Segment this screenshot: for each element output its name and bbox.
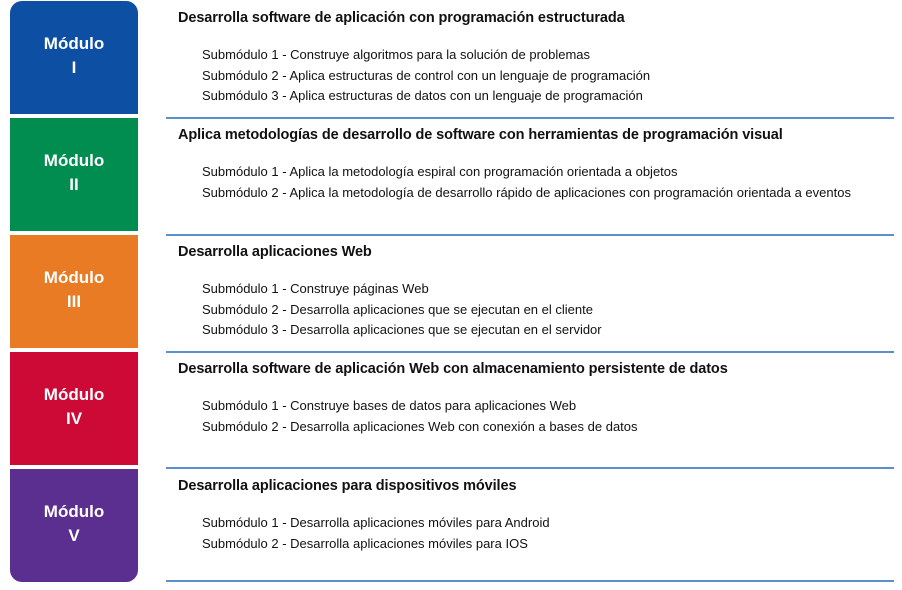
module-section-5 bbox=[178, 477, 894, 554]
submodule-item: Submódulo 1 - Construye páginas Web bbox=[202, 281, 429, 296]
submodule-list bbox=[178, 513, 894, 554]
module-tab-label: Módulo bbox=[43, 384, 105, 404]
submodule-list bbox=[178, 45, 894, 107]
module-tab-label: Módulo bbox=[43, 501, 105, 521]
module-title: Desarrolla software de aplicación con programación estructurada bbox=[178, 10, 625, 26]
section-divider bbox=[166, 234, 894, 236]
module-tab-1 bbox=[10, 1, 138, 114]
module-title: Desarrolla aplicaciones para dispositivos móviles bbox=[178, 478, 517, 494]
submodule-list bbox=[178, 162, 894, 203]
submodule-list bbox=[178, 279, 894, 341]
module-section-1 bbox=[178, 9, 894, 107]
module-section-3 bbox=[178, 243, 894, 341]
module-tab-numeral: II bbox=[69, 174, 79, 194]
section-divider bbox=[166, 351, 894, 353]
module-tab-5 bbox=[10, 469, 138, 582]
section-divider bbox=[166, 580, 894, 582]
module-tab-label: Módulo bbox=[43, 150, 105, 170]
submodule-item: Submódulo 1 - Construye algoritmos para la solución de problemas bbox=[202, 47, 591, 62]
submodule-item: Submódulo 2 - Desarrolla aplicaciones Web con conexión a bases de datos bbox=[202, 418, 638, 434]
module-tab-2 bbox=[10, 118, 138, 231]
module-tab-numeral: I bbox=[71, 57, 77, 77]
submodule-item: Submódulo 2 - Desarrolla aplicaciones que se ejecutan en el cliente bbox=[202, 301, 593, 317]
section-divider bbox=[166, 117, 894, 119]
module-tab-label: Módulo bbox=[43, 33, 105, 53]
submodule-list bbox=[178, 396, 894, 437]
module-title: Desarrolla software de aplicación Web con almacenamiento persistente de datos bbox=[178, 361, 728, 377]
module-section-2 bbox=[178, 126, 894, 203]
submodule-item: Submódulo 3 - Desarrolla aplicaciones que se ejecutan en el servidor bbox=[202, 322, 602, 337]
submodule-item: Submódulo 2 - Aplica la metodología de desarrollo rápido de aplicaciones con programación orientada a eventos bbox=[202, 184, 851, 200]
submodule-item: Submódulo 2 - Desarrolla aplicaciones móviles para IOS bbox=[202, 535, 528, 551]
submodule-item: Submódulo 3 - Aplica estructuras de datos con un lenguaje de programación bbox=[202, 88, 643, 103]
submodule-item: Submódulo 1 - Desarrolla aplicaciones móviles para Android bbox=[202, 515, 550, 530]
submodule-item: Submódulo 1 - Aplica la metodología espiral con programación orientada a objetos bbox=[202, 164, 678, 179]
module-tab-label: Módulo bbox=[43, 267, 105, 287]
section-divider bbox=[166, 467, 894, 469]
module-tab-3 bbox=[10, 235, 138, 348]
module-tab-4 bbox=[10, 352, 138, 465]
module-title: Desarrolla aplicaciones Web bbox=[178, 244, 372, 260]
module-section-4 bbox=[178, 360, 894, 437]
module-tab-numeral: IV bbox=[65, 408, 83, 428]
module-tab-numeral: V bbox=[68, 525, 80, 545]
submodule-item: Submódulo 2 - Aplica estructuras de control con un lenguaje de programación bbox=[202, 67, 651, 83]
submodule-item: Submódulo 1 - Construye bases de datos para aplicaciones Web bbox=[202, 398, 577, 413]
module-tab-numeral: III bbox=[66, 291, 82, 311]
module-title: Aplica metodologías de desarrollo de software con herramientas de programación visual bbox=[178, 127, 783, 143]
